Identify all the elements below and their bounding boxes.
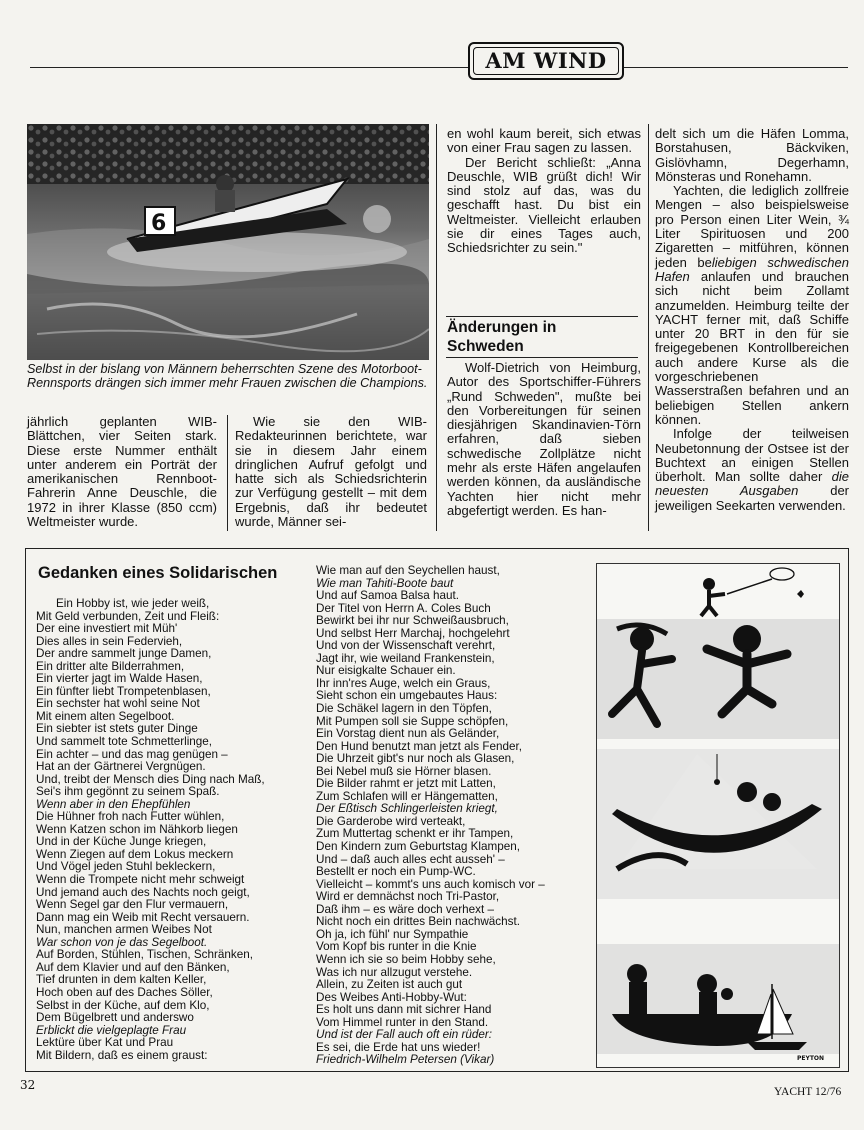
poem-line: Erblickt die vielgeplagte Frau (36, 1023, 187, 1037)
poem-line: Nicht noch ein drittes Bein nachwächst. (316, 915, 520, 929)
poem-line: Ein vierter jagt im Walde Hasen, (36, 672, 203, 686)
col4-paragraph-2: Yachten, die lediglich zollfreie Mengen – also beispielsweise pro Person einen Liter Wein, ¾ Liter Spirituosen und 200 Zigaretten – mitführen, können jeden beliebigen schwedischen Hafen anlaufen und brauchen sich nicht beim Zollamt anzumelden. Heimburg teilte der YACHT ferner mit, daß Schiffe unter 20 BRT in den für sie freigegebenen Kontrollbereichen auch andere Kurse als die vorgeschriebenen Wasserstraßen befahren und an beliebigen Stellen ankern können. (655, 183, 849, 427)
poem-line: Wenn Ziegen auf dem Lokus meckern (36, 847, 234, 861)
col3-paragraph-2: Der Bericht schließt: „Anna Deuschle, WIB grüßt dich! Wir sind stolz auf das, was du geschafft hast. Du bist ein Weltmeister. Vielleicht erlauben sie dir eines Tages auch, Schiedsrichter zu sein." (447, 154, 641, 256)
poem-line: Und ist der Fall auch oft ein rüder: (316, 1028, 493, 1042)
poem-line: Wie man auf den Seychellen haust, (316, 564, 500, 577)
poem-line: Und jemand auch des Nachts noch geigt, (36, 885, 250, 899)
poem-line: Ein fünfter liebt Trompetenblasen, (36, 684, 211, 698)
poem-line: Auf dem Klavier und auf den Bänken, (36, 960, 230, 974)
column-divider (436, 124, 437, 531)
poem-line: Es holt uns dann mit sichrer Hand (316, 1003, 492, 1017)
section-label-box (468, 42, 624, 80)
poem-line: Und – daß auch alles echt ausseh' – (316, 852, 505, 866)
poem-line: Sieht schon ein umgebautes Haus: (316, 689, 498, 703)
column-divider (648, 124, 649, 531)
col3-paragraph-3: Wolf-Dietrich von Heimburg, Autor des Sportschiffer-Führers „Rund Schweden", mußte bei den Vorbereitungen für seinen diesjährigen Skandinavien-Törn erfahren, daß sieben schwedische Zollplätze nicht mehr als erste Häfen angelaufen werden können, da ausländische Yachten hier nicht mehr abgefertigt werden. Es han- (447, 360, 641, 518)
poem-line: Und sammelt tote Schmetterlinge, (36, 735, 213, 749)
poem-line: Ein siebter ist stets guter Dinge (36, 722, 198, 736)
poem-line: Es sei, die Erde hat uns wieder! (316, 1040, 481, 1054)
poem-line: Der andre sammelt junge Damen, (36, 647, 212, 661)
poem-line: Wie man Tahiti-Boote baut (316, 576, 454, 590)
poem-line: Was ich nur allzugut verstehe. (316, 965, 473, 979)
poem-line: Ein sechster hat wohl seine Not (36, 697, 200, 711)
poem-line: Vom Himmel runter in den Stand. (316, 1015, 489, 1029)
poem-line: Und in der Küche Junge kriegen, (36, 835, 207, 849)
poem-line: Und Vögel jeden Stuhl bekleckern, (36, 860, 216, 874)
cartoon-illustration (597, 564, 839, 1067)
poem-line: Nur eisigkalte Schauer ein. (316, 664, 456, 678)
poem-line: Die Uhrzeit gibt's nur noch als Glasen, (316, 752, 515, 766)
poem-line: Der eine investiert mit Müh' (36, 622, 178, 636)
poem-line: Hoch oben auf des Daches Söller, (36, 985, 213, 999)
poem-line: Wird er demnächst noch Tri-Pastor, (316, 890, 500, 904)
poem-line: Selbst in der Küche, auf dem Klo, (36, 998, 210, 1012)
subheading-rule (446, 357, 638, 358)
col1-paragraph: jährlich geplanten WIB-Blättchen, vier Seiten stark. Diese erste Nummer enthält unter anderem ein Porträt der amerikanischen Rennboot-Fahrerin Anne Deuschle, die 1972 in ihrer Klasse (850 ccm) Weltmeister wurde. (27, 414, 217, 530)
column-3 (447, 127, 641, 256)
poem-line: Den Kindern zum Geburtstag Klampen, (316, 840, 520, 854)
photo-caption: Selbst in der bislang von Männern beherrschten Szene des Motorboot-Rennsports drängen sich immer mehr Frauen zwischen die Champions. (27, 362, 428, 390)
subheading: Änderungen in Schweden (447, 319, 557, 355)
col4-paragraph-3: Infolge der teilweisen Neubetonnung der Ostsee ist der Buchtext an einigen Stellen überholt. Man sollte daher die neuesten Ausgaben der jeweiligen Seekarten verwenden. (655, 426, 850, 513)
poem-line: Ein dritter alte Bilderrahmen, (36, 659, 185, 673)
poem-line: Jagt ihr, wie weiland Frankenstein, (316, 651, 495, 665)
poem-line: Die Schäkel lagern in den Töpfen, (316, 702, 492, 716)
poem-line: Zum Muttertag schenkt er ihr Tampen, (316, 827, 514, 841)
poem-line: Bewirkt bei ihr nur Schweißausbruch, (316, 614, 509, 628)
poem-line: Den Hund benutzt man jetzt als Fender, (316, 739, 522, 753)
section-label: AM WIND (485, 48, 607, 73)
poem-line: Nun, manchen armen Weibes Not (36, 923, 212, 937)
poem-line: Dem Bügelbrett und anderswo (36, 1011, 194, 1025)
poem-line: Der Titel von Herrn A. Coles Buch (316, 601, 491, 615)
column-2 (235, 415, 427, 529)
poem-left-column (36, 598, 265, 1062)
powerboat-image (27, 124, 429, 360)
poem-line: Allein, zu Zeiten ist auch gut (316, 978, 463, 992)
poem-line: Des Weibes Anti-Hobby-Wut: (316, 990, 467, 1004)
header-rule (30, 67, 848, 68)
poem-line: Ein achter – und das mag genügen – (36, 747, 228, 761)
poem-line: Wenn die Trompete nicht mehr schweigt (36, 873, 245, 887)
poem-line: Dies alles in sein Federvieh, (36, 634, 183, 648)
poem-title: Gedanken eines Solidarischen (38, 564, 278, 582)
poem-line: Auf Borden, Stühlen, Tischen, Schränken, (36, 948, 253, 962)
poem-line: Und von der Wissenschaft verehrt, (316, 639, 496, 653)
subheading-rule (446, 316, 638, 317)
poem-right-column (316, 565, 545, 1067)
poem-line: Die Garderobe wird verteakt, (316, 814, 466, 828)
col3-paragraph-1: en wohl kaum bereit, sich etwas von einer Frau sagen zu lassen. (447, 126, 641, 156)
boat-number: 6 (151, 211, 167, 236)
poem-line: Bestellt er noch ein Pump-WC. (316, 865, 476, 879)
poem-line: Lektüre über Kat und Prau (36, 1036, 174, 1050)
poem-line: Wenn Katzen schon im Nähkorb liegen (36, 822, 238, 836)
poem-line: Die Bilder rahmt er jetzt mit Latten, (316, 777, 496, 791)
cartoon-signature: PEYTON (797, 1055, 825, 1062)
poem-line: Und selbst Herr Marchaj, hochgelehrt (316, 626, 510, 640)
page-number: 32 (20, 1078, 36, 1092)
poem-line: Bei Nebel muß sie Hörner blasen. (316, 764, 492, 778)
poem-line: Und auf Samoa Balsa haut. (316, 589, 459, 603)
poem-line: Mit Geld verbunden, Zeit und Fleiß: (36, 609, 220, 623)
poem-line: Ihr inn'res Auge, welch ein Graus, (316, 676, 491, 690)
poem-line: Ein Hobby ist, wie jeder weiß, (56, 597, 210, 610)
col2-paragraph: Wie sie den WIB-Redakteurinnen berichtete, war sie in diesem Jahr einem dringlichen Aufruf gefolgt und hatte sich als Schiedsrichterin zur Verfügung gestellt – mit dem Ergebnis, daß ihr bedeutet wurde, Männer sei- (235, 414, 427, 530)
poem-line: Oh ja, ich fühl' nur Sympathie (316, 927, 469, 941)
column-divider (227, 415, 228, 531)
poem-line: Wenn Segel gar den Flur vermauern, (36, 898, 229, 912)
poem-line: Mit Bildern, daß es einem graust: (36, 1048, 208, 1062)
magazine-issue: YACHT 12/76 (774, 1086, 842, 1098)
poem-line: Vom Kopf bis runter in die Knie (316, 940, 477, 954)
column-4 (655, 127, 849, 513)
poem-line: Ein Vorstag dient nun als Geländer, (316, 727, 500, 741)
col4-paragraph-1: delt sich um die Häfen Lomma, Borstahusen, Bäckviken, Gislövhamn, Degerhamn, Mönsteras und Ronehamn. (655, 126, 849, 184)
poem-line: Hat an der Gärtnerei Vergnügen. (36, 760, 206, 774)
poem-line: Vielleicht – kommt's uns auch komisch vor – (316, 877, 545, 891)
poem-line: Mit einem alten Segelboot. (36, 709, 175, 723)
poem-line: Mit Pumpen soll sie Suppe schöpfen, (316, 714, 509, 728)
poem-line: Der Eßtisch Schlingerleisten kriegt, (316, 802, 498, 816)
column-3-lower (447, 361, 641, 518)
column-1 (27, 415, 217, 529)
poem-line: Wenn aber in den Ehepfühlen (36, 797, 191, 811)
poem-line: Und, treibt der Mensch dies Ding nach Maß, (36, 772, 265, 786)
cartoon-panel (596, 563, 840, 1068)
poem-line: Tief drunten in dem kalten Keller, (36, 973, 207, 987)
poem-line: Sei's ihm gegönnt zu seinem Spaß. (36, 785, 220, 799)
poem-line: Daß ihm – es wäre doch verhext – (316, 902, 494, 916)
poem-line: Zum Schlafen will er Hängematten, (316, 789, 498, 803)
powerboat-photo (27, 124, 429, 360)
poem-line: War schon von je das Segelboot. (36, 935, 208, 949)
poem-line: Die Hühner froh nach Futter wühlen, (36, 810, 225, 824)
poem-line: Friedrich-Wilhelm Petersen (Vikar) (316, 1053, 495, 1067)
poem-line: Dann mag ein Weib mit Recht versauern. (36, 910, 250, 924)
poem-line: Wenn ich sie so beim Hobby sehe, (316, 952, 496, 966)
